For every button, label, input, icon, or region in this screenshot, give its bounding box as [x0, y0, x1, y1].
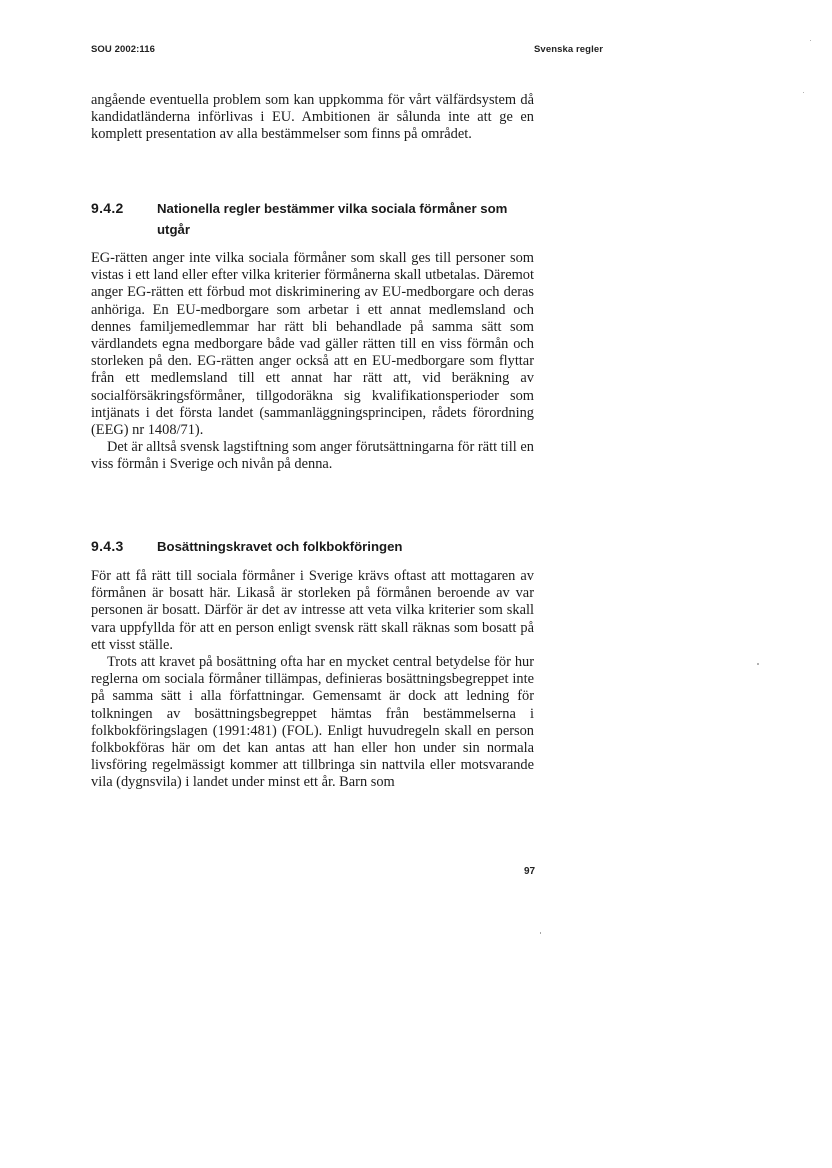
running-head-document-id: SOU 2002:116: [91, 44, 156, 55]
section-number: 9.4.2: [91, 200, 124, 216]
scan-speck: [803, 92, 804, 93]
section-number: 9.4.3: [91, 538, 124, 554]
section-title: Bosättningskravet och folkbokföringen: [157, 539, 403, 554]
scan-speck: [540, 932, 541, 934]
body-paragraph: Det är alltså svensk lagstiftning som anger förutsättningarna för rätt till en viss förmån i Sverige och nivån på denna.: [91, 439, 534, 473]
section-title: Nationella regler bestämmer vilka sociala förmåner som utgår: [157, 201, 508, 237]
section-heading-9-4-3: [91, 536, 536, 557]
section-body-9-4-3: [91, 568, 534, 792]
scan-speck: [810, 40, 811, 41]
body-paragraph: För att få rätt till sociala förmåner i Sverige krävs oftast att mottagaren av förmånen är bosatt här. Likaså är storleken på förmånen beroende av var personen är bosatt. Därför är det av intresse att veta vilka kriterier som skall vara uppfyllda för att en person enligt svensk rätt skall räknas som bosatt på ett visst ställe.: [91, 568, 534, 653]
body-paragraph: Trots att kravet på bosättning ofta har en mycket central betydelse för hur reglerna om sociala förmåner tillämpas, definieras bosättningsbegreppet inte på samma sätt i alla författningar. Gemensamt är dock att ledning för tolkningen av bosättningsbegreppet hämtas från bestämmelserna i folkbokföringslagen (1991:481) (FOL). Enligt huvudregeln skall en person folkbokföras här om det kan antas att han eller hon under sin normala livsföring regelmässigt kommer att tillbringa sin nattvila eller motsvarande vila (dygnsvila) i landet under minst ett år. Barn som: [91, 654, 534, 791]
page-number: 97: [524, 866, 536, 877]
intro-text: [91, 92, 534, 144]
scan-speck: [757, 663, 759, 665]
body-paragraph: EG-rätten anger inte vilka sociala förmåner som skall ges till personer som vistas i ett land eller efter vilka kriterier förmånerna skall utbetalas. Däremot anger EG-rätten ett förbud mot diskriminering av EU-medborgare och deras anhöriga. En EU-medborgare som arbetar i ett annat medlemsland och dennes familjemedlemmar har rätt bli behandlade på samma sätt som värdlandets egna medborgare både vad gäller rätten till en viss förmån och storleken på den. EG-rätten anger också att en EU-medborgare som flyttar från ett medlemsland till ett annat har rätt att, vid beräkning av socialförsäkringsförmåner, tillgodoräkna sig kvalifikationsperioder som intjänats i det första landet (sammanläggningsprincipen, rådets förordning (EEG) nr 1408/71).: [91, 250, 534, 439]
running-head-chapter-title: Svenska regler: [534, 44, 603, 55]
section-heading-9-4-2: [91, 198, 536, 240]
intro-paragraph: angående eventuella problem som kan uppkomma för vårt välfärdsystem då kandidatländerna införlivas i EU. Ambitionen är sålunda inte att ge en komplett presentation av alla bestämmelser som finns på området.: [91, 92, 534, 143]
section-body-9-4-2: [91, 250, 534, 474]
